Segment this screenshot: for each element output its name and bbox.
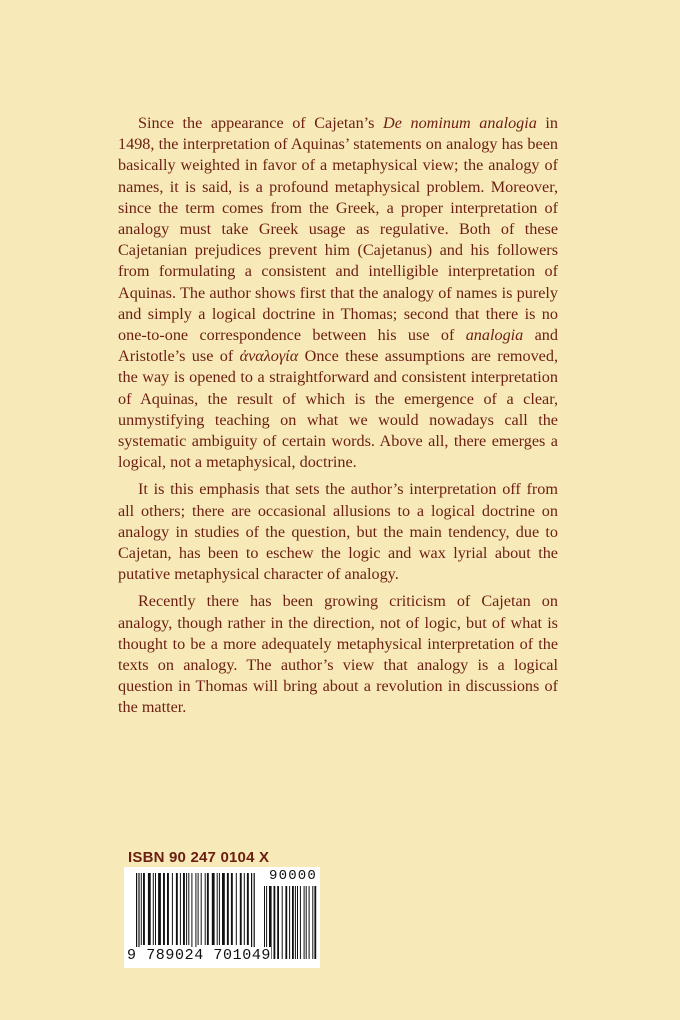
barcode-bar [167,873,169,945]
barcode-bar [158,873,161,945]
barcode-bar [285,886,287,959]
barcode-bar [306,886,307,959]
barcode-bar [219,873,220,945]
barcode-bar [231,873,233,945]
barcode-bar [227,873,229,945]
paragraph-1: Since the appearance of Cajetan’s De nominum analogia in 1498, the interpretation of Aquinas’ statements on analogy has been basically weighted in favor of a metaphysical view; the analogy of names, it is said, is a profound metaphysical problem. Moreover, since the term comes from the Greek, a proper interpretation of analogy must take Greek usage as regulative. Both of these Cajetanian prejudices prevent him (Cajetanus) and his followers from formulating a consistent and intelligible interpretation of Aquinas. The author shows first that the analogy of names is purely and simply a logical doctrine in Thomas; second that there is no one-to-one correspondence between his use of analogia and Aristotle’s use of ἀναλογία Once these assumptions are removed, the way is opened to a straightforward and consistent interpretation of Aquinas, the result of which is the emergence of a clear, unmystifying teaching on what we would nowadays call the systematic ambiguity of certain words. Above all, there emerges a logical, not a metaphysical, doctrine. [118,114,559,472]
barcode-bar [180,873,181,945]
paragraph-2: It is this emphasis that sets the author’s interpretation off from all others; there are occasional allusions to a logical doctrine on analogy in studies of the question, but the main tendency, due to Cajetan, has been to eschew the logic and wax lyrial about the putative metaphysical character of analogy. [118,480,558,584]
barcode-bar [207,873,209,945]
barcode-bar [198,873,199,945]
barcode-bar [222,873,225,945]
barcode-bar [188,873,189,945]
term-analogia: analogia [465,326,524,345]
barcode-bar [304,886,305,959]
barcode-bar [148,873,151,945]
barcode-bar [300,886,301,959]
barcode-bar [217,873,218,945]
barcode-bar [314,886,316,959]
barcode-bar [312,886,313,959]
barcode-bar [153,873,154,945]
barcode-bar [176,873,178,945]
barcode-bar [309,886,310,959]
barcode-bar [289,886,290,959]
barcode-bar [141,873,142,945]
barcode-bar [295,886,296,959]
barcode-bar [155,873,156,945]
barcode-bar [143,873,145,945]
barcode-bar [277,886,279,959]
barcode-bar [236,873,237,945]
barcode-bar [205,873,206,945]
barcode-addon-digits: 90000 [269,868,318,884]
barcode-bar [163,873,165,945]
barcode-bar [297,886,298,959]
barcode-bar [212,873,215,945]
barcode-bar [282,886,283,959]
barcode-bar [292,886,294,959]
greek-term: ἀναλογία [239,347,299,366]
isbn-label: ISBN 90 247 0104 X [128,849,270,866]
barcode-bar [274,886,276,959]
blurb-text [118,113,558,719]
barcode-bar [172,873,173,945]
paragraph-3: Recently there has been growing criticism of Cajetan on analogy, though rather in the direction, not of logic, but of what is thought to be a more adequately metaphysical interpretation of the texts on analogy. The author’s view that analogy is a logical question in Thomas will bring about a revolution in discussions of the matter. [118,592,558,717]
barcode-bar [201,873,202,945]
barcode-digits: 9 789024 701049 [127,947,272,964]
barcode [124,867,320,968]
barcode-bar [247,873,249,945]
barcode-bar [240,873,242,945]
barcode-bar [186,873,187,945]
barcode-bar [183,873,185,945]
book-title-italic: De nominum analogia [383,114,537,132]
barcode-bar [244,873,245,945]
